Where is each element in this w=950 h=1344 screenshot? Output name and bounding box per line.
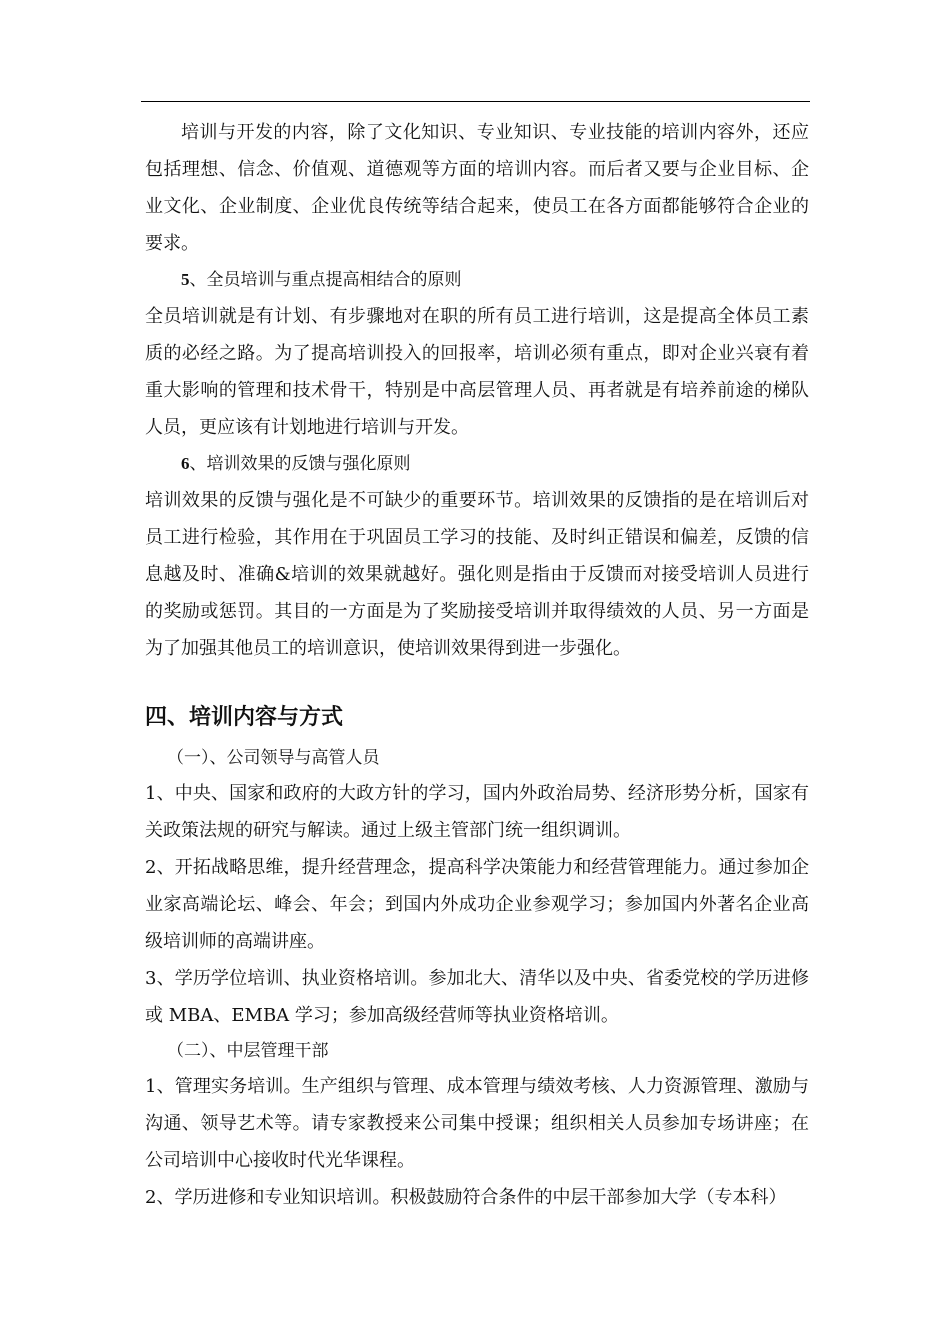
principle-5-title: 、全员培训与重点提高相结合的原则	[189, 270, 462, 290]
principle-5-number: 5	[181, 270, 190, 289]
principle-6-body: 培训效果的反馈与强化是不可缺少的重要环节。培训效果的反馈指的是在培训后对员工进行检验，其作用在于巩固员工学习的技能、及时纠正错误和偏差，反馈的信息越及时、准确&培训的效果就越好。强化则是指由于反馈而对接受培训人员进行的奖励或惩罚。其目的一方面是为了奖励接受培训并取得绩效的人员、另一方面是为了加强其他员工的培训意识，使培训效果得到进一步强化。	[145, 490, 809, 659]
principle-5-heading	[145, 262, 809, 298]
subsection-1-heading: （一）、公司领导与高管人员	[167, 748, 380, 768]
principle-6-number: 6	[181, 454, 190, 473]
principle-5-body: 全员培训就是有计划、有步骤地对在职的所有员工进行培训，这是提高全体员工素质的必经之路。为了提高培训投入的回报率，培训必须有重点，即对企业兴衰有着重大影响的管理和技术骨干，特别是中高层管理人员、再者就是有培养前途的梯队人员，更应该有计划地进行培训与开发。	[145, 306, 809, 438]
section-4-heading: 四、培训内容与方式	[145, 704, 344, 730]
subsection-1-item: 2、开拓战略思维，提升经营理念，提高科学决策能力和经营管理能力。通过参加企业家高端论坛、峰会、年会；到国内外成功企业参观学习；参加国内外著名企业高级培训师的高端讲座。	[145, 857, 809, 952]
subsection-2-item: 1、管理实务培训。生产组织与管理、成本管理与绩效考核、人力资源管理、激励与沟通、领导艺术等。请专家教授来公司集中授课；组织相关人员参加专场讲座；在公司培训中心接收时代光华课程。	[145, 1076, 809, 1171]
principle-6-title: 、培训效果的反馈与强化原则	[189, 454, 411, 474]
principle-6-heading	[145, 446, 809, 482]
document-body	[145, 114, 809, 1216]
subsection-1-item: 3、学历学位培训、执业资格培训。参加北大、清华以及中央、省委党校的学历进修或 MBA、EMBA 学习；参加高级经营师等执业资格培训。	[145, 968, 809, 1026]
subsection-2-item: 2、学历进修和专业知识培训。积极鼓励符合条件的中层干部参加大学（专本科）	[145, 1187, 787, 1208]
intro-paragraph: 培训与开发的内容，除了文化知识、专业知识、专业技能的培训内容外，还应包括理想、信念、价值观、道德观等方面的培训内容。而后者又要与企业目标、企业文化、企业制度、企业优良传统等结合起来，使员工在各方面都能够符合企业的要求。	[145, 122, 809, 254]
header-rule	[141, 101, 810, 102]
subsection-2-heading: （二）、中层管理干部	[167, 1041, 329, 1061]
subsection-1-item: 1、中央、国家和政府的大政方针的学习，国内外政治局势、经济形势分析，国家有关政策法规的研究与解读。通过上级主管部门统一组织调训。	[145, 783, 809, 841]
